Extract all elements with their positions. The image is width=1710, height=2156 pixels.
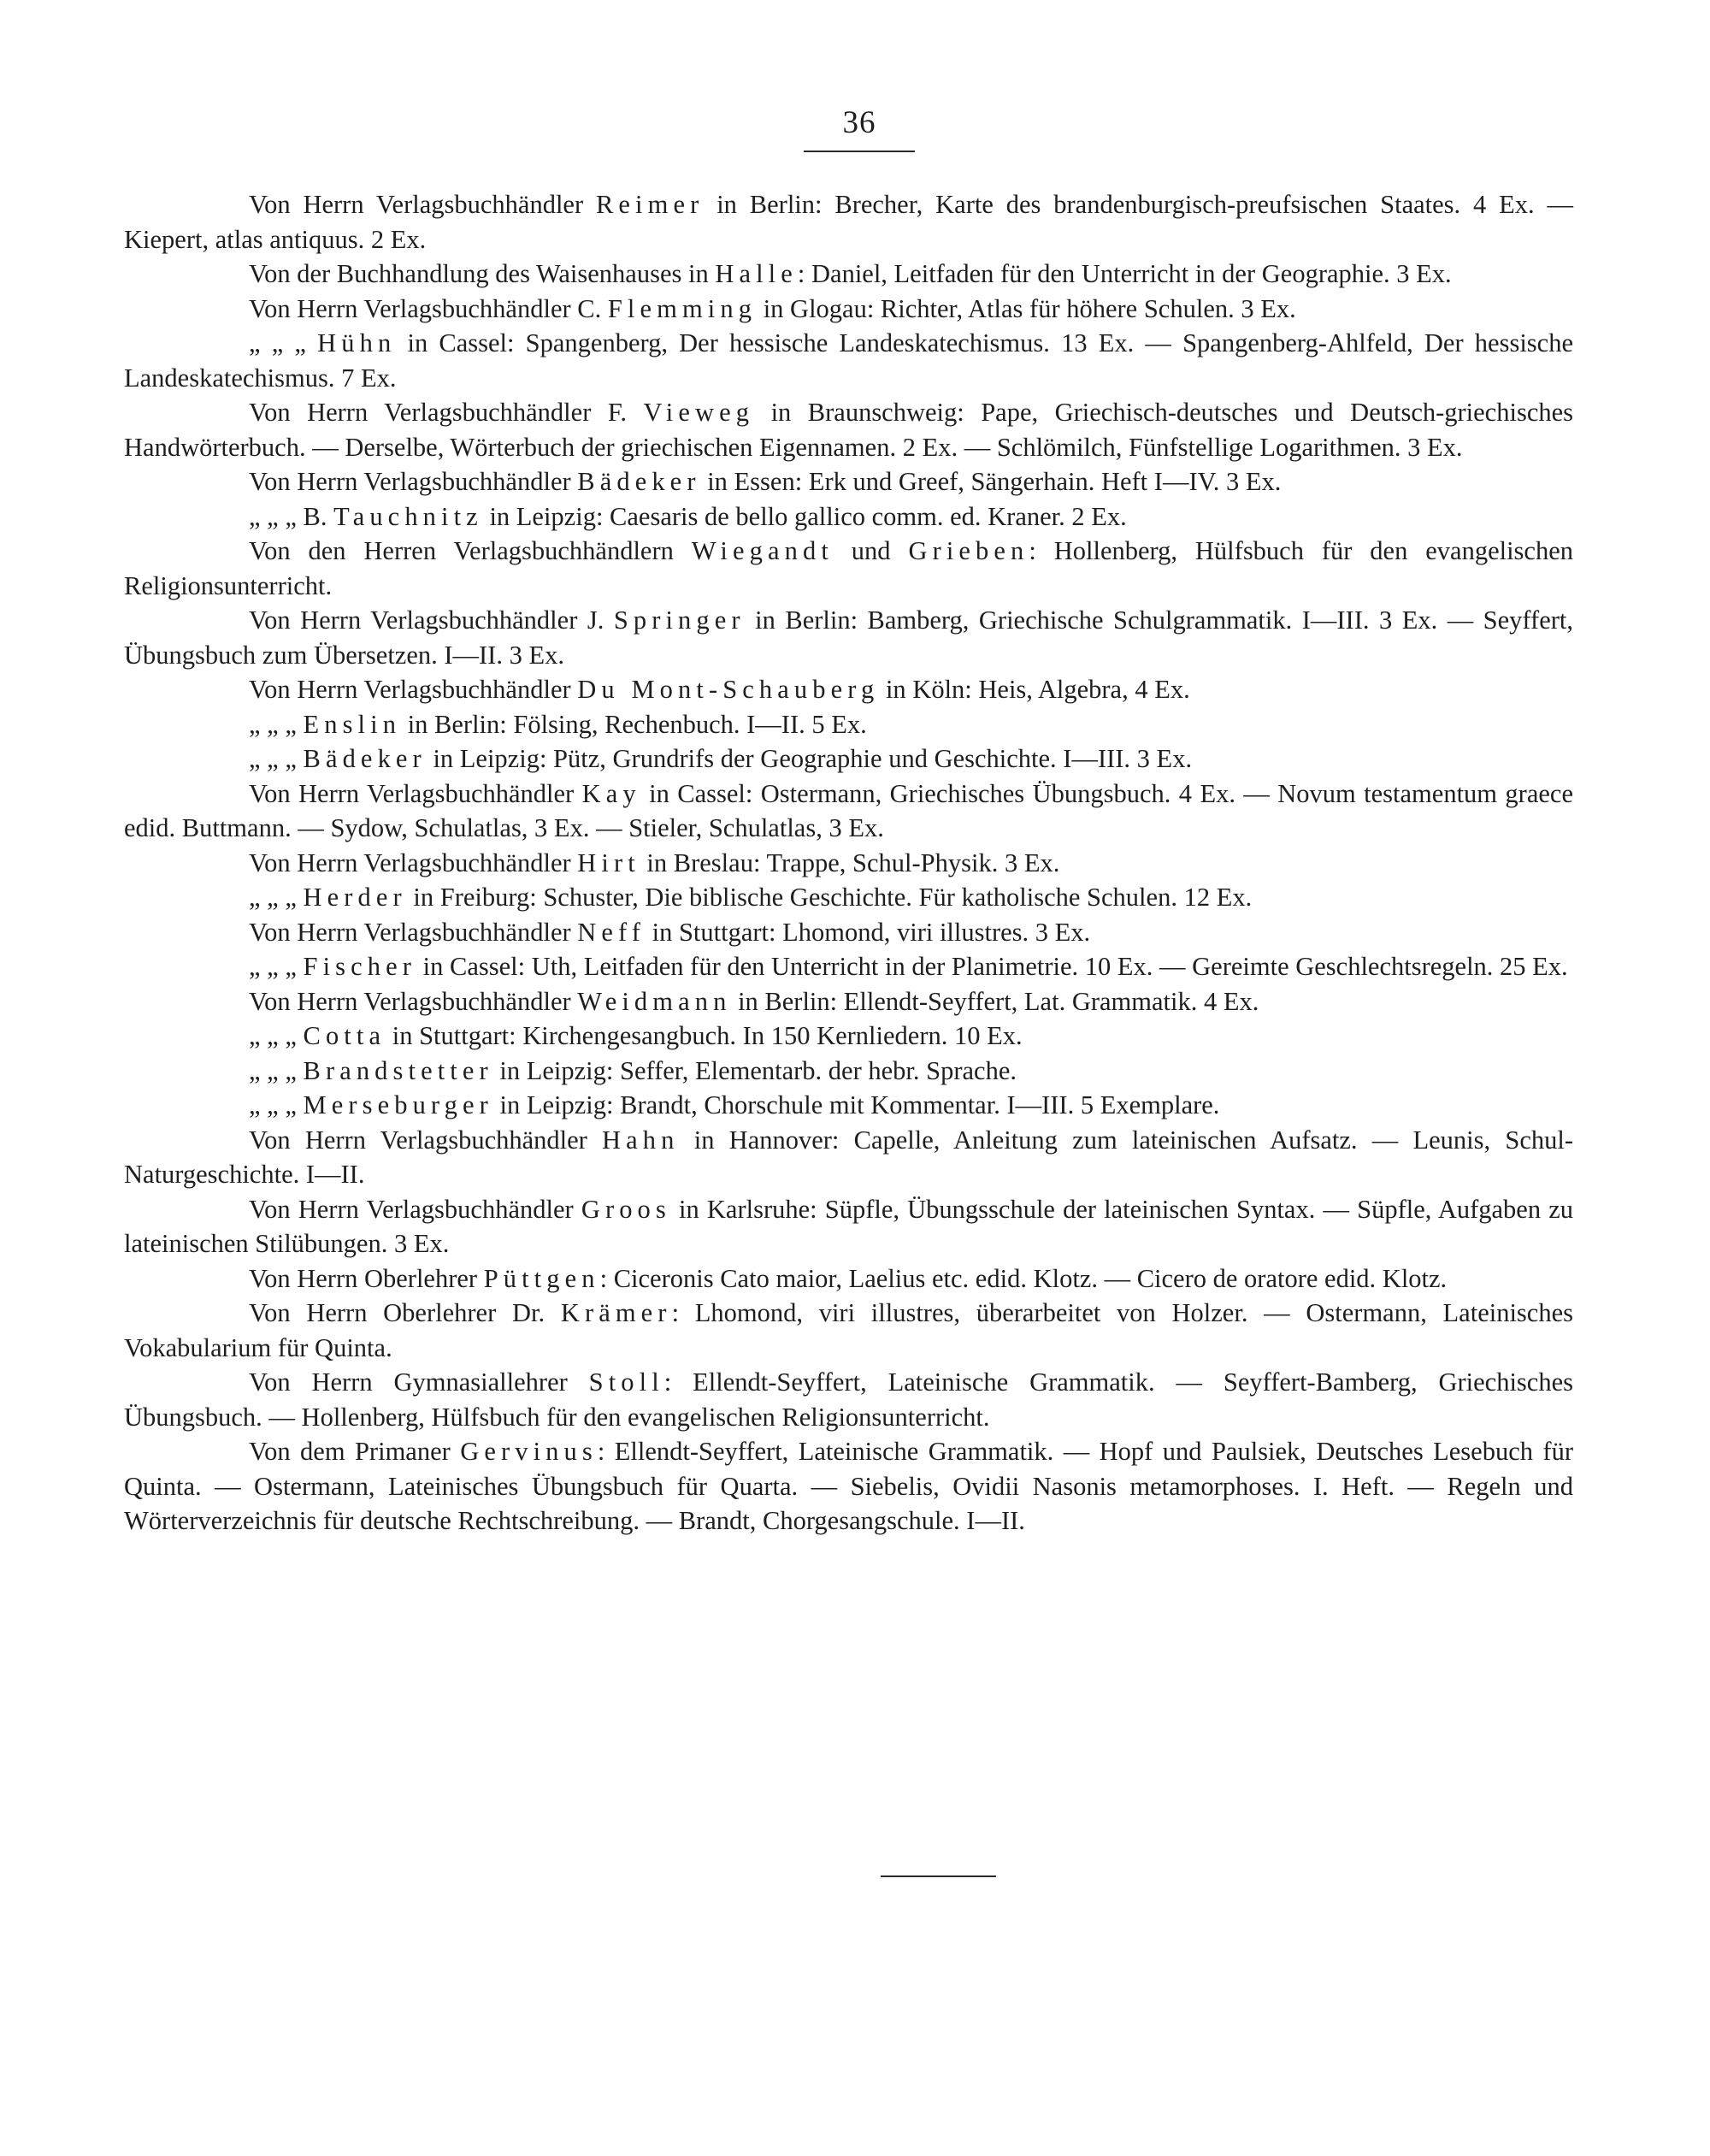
entry-gervinus: Von dem Primaner Gervinus: Ellendt-Seyffert, Lateinische Grammatik. — Hopf und Paulsiek, Deutsches Lesebuch für Quinta. — Ostermann, Lateinisches Übungsbuch für Quarta. — Siebelis, Ovidii Nasonis metamorphoses. I. Heft. — Regeln und Wörterverzeichnis für deutsche Rechtschreibung. — Brandt, Chorgesangschule. I—II.: [124, 1437, 1573, 1535]
entry-baedeker-leipzig: „ „ „ Bädeker in Leipzig: Pütz, Grundrifs der Geographie und Geschichte. I—III. 3 Ex.: [249, 744, 1193, 773]
entry-hahn: Von Herrn Verlagsbuchhändler Hahn in Hannover: Capelle, Anleitung zum lateinischen Aufsatz. — Leunis, Schul-Naturgeschichte. I—II.: [124, 1125, 1573, 1189]
entry-cotta: „ „ „ Cotta in Stuttgart: Kirchengesangbuch. In 150 Kernliedern. 10 Ex.: [249, 1021, 1023, 1050]
entry-kay: Von Herrn Verlagsbuchhändler Kay in Cassel: Ostermann, Griechisches Übungsbuch. 4 Ex. — Novum testamentum graece edid. Buttmann. — Sydow, Schulatlas, 3 Ex. — Stieler, Schulatlas, 3 Ex.: [124, 778, 1573, 842]
donations-list: [124, 187, 1573, 1539]
publisher-name: Brandstetter: [303, 1055, 493, 1085]
publisher-name: Wiegandt: [691, 536, 834, 565]
publisher-name: Flemming: [607, 293, 758, 323]
entry-kraemer: Von Herrn Oberlehrer Dr. Krämer: Lhomond, viri illustres, überarbeitet von Holzer. — Ostermann, Lateinisches Vokabularium für Quinta.: [124, 1298, 1573, 1362]
publisher-name: Bädeker: [577, 467, 701, 496]
entry-groos: Von Herrn Verlagsbuchhändler Groos in Karlsruhe: Süpfle, Übungsschule der lateinischen Syntax. — Süpfle, Aufgaben zu lateinischen Stilübungen. 3 Ex.: [124, 1194, 1573, 1258]
entry-reimer: Von Herrn Verlagsbuchhändler Reimer in Berlin: Brecher, Karte des brandenburgisch-preufsischen Staates. 4 Ex. — Kiepert, atlas antiquus. 2 Ex.: [124, 190, 1573, 254]
entry-fischer: „ „ „ Fischer in Cassel: Uth, Leitfaden für den Unterricht in der Planimetrie. 10 Ex. — Gereimte Geschlechtsregeln. 25 Ex.: [249, 952, 1568, 981]
entry-tauchnitz: „ „ „ B. Tauchnitz in Leipzig: Caesaris de bello gallico comm. ed. Kraner. 2 Ex.: [249, 501, 1127, 531]
entry-herder: „ „ „ Herder in Freiburg: Schuster, Die biblische Geschichte. Für katholische Schulen. 12 Ex.: [249, 883, 1253, 912]
publisher-name: Springer: [613, 605, 746, 635]
entry-brandstetter: „ „ „ Brandstetter in Leipzig: Seffer, Elementarb. der hebr. Sprache.: [249, 1055, 1017, 1085]
entry-vieweg: Von Herrn Verlagsbuchhändler F. Vieweg in Braunschweig: Pape, Griechisch-deutsches und Deutsch-griechisches Handwörterbuch. — Derselbe, Wörterbuch der griechischen Eigennamen. 2 Ex. — Schlömilch, Fünfstellige Logarithmen. 3 Ex.: [124, 398, 1574, 462]
entry-merseburger: „ „ „ Merseburger in Leipzig: Brandt, Chorschule mit Kommentar. I—III. 5 Exemplare.: [249, 1090, 1220, 1119]
publisher-name: Groos: [581, 1194, 671, 1224]
entry-huehn: „ „ „ Hühn in Cassel: Spangenberg, Der hessische Landeskatechismus. 13 Ex. — Spangenberg-Ahlfeld, Der hessische Landeskatechismus. 7 Ex.: [124, 328, 1573, 393]
entry-hirt: Von Herrn Verlagsbuchhändler Hirt in Breslau: Trappe, Schul-Physik. 3 Ex.: [249, 848, 1060, 877]
publisher-name: Kay: [581, 778, 641, 808]
publisher-name: Enslin: [303, 709, 402, 739]
page-number: 36: [842, 105, 876, 140]
entry-weidmann: Von Herrn Verlagsbuchhändler Weidmann in Berlin: Ellendt-Seyffert, Lat. Grammatik. 4 Ex.: [249, 986, 1259, 1016]
publisher-name: Weidmann: [577, 986, 732, 1016]
publisher-name: Du Mont-Schauberg: [577, 675, 880, 704]
entry-puettgen: Von Herrn Oberlehrer Püttgen: Ciceronis Cato maior, Laelius etc. edid. Klotz. — Cicero de oratore edid. Klotz.: [249, 1263, 1448, 1293]
publisher-name: Vieweg: [643, 398, 755, 427]
publisher-name: Merseburger: [303, 1090, 493, 1119]
publisher-name: Hahn: [602, 1125, 680, 1155]
entry-flemming: Von Herrn Verlagsbuchhändler C. Flemming in Glogau: Richter, Atlas für höhere Schulen. 3 Ex.: [249, 293, 1296, 323]
donor-name: Gervinus: [460, 1437, 598, 1466]
publisher-name: Tauchnitz: [333, 501, 483, 531]
entry-dumont-schauberg: Von Herrn Verlagsbuchhändler Du Mont-Schauberg in Köln: Heis, Algebra, 4 Ex.: [249, 675, 1190, 704]
publisher-name: Halle: [715, 259, 798, 288]
page-number-rule: [804, 151, 915, 152]
entry-stoll: Von Herrn Gymnasiallehrer Stoll: Ellendt-Seyffert, Lateinische Grammatik. — Seyffert-Bamberg, Griechisches Übungsbuch. — Hollenberg, Hülfsbuch für den evangelischen Religionsunterricht.: [124, 1367, 1573, 1432]
publisher-name: Neff: [577, 917, 646, 947]
entry-waisenhaus-halle: Von der Buchhandlung des Waisenhauses in Halle: Daniel, Leitfaden für den Unterricht in der Geographie. 3 Ex.: [249, 259, 1452, 288]
publisher-name: Cotta: [303, 1021, 386, 1050]
entry-baedeker-essen: Von Herrn Verlagsbuchhändler Bädeker in Essen: Erk und Greef, Sängerhain. Heft I—IV. 3 Ex.: [249, 467, 1282, 496]
entry-enslin: „ „ „ Enslin in Berlin: Fölsing, Rechenbuch. I—II. 5 Ex.: [249, 709, 867, 739]
donor-name: Krämer: [560, 1298, 672, 1327]
entry-neff: Von Herrn Verlagsbuchhändler Neff in Stuttgart: Lhomond, viri illustres. 3 Ex.: [249, 917, 1091, 947]
publisher-name: Hühn: [317, 328, 397, 357]
donor-name: Püttgen: [483, 1263, 600, 1293]
publisher-name: Bädeker: [303, 744, 427, 773]
section-end-rule: [881, 1875, 996, 1877]
publisher-name: Grieben: [908, 536, 1029, 565]
entry-wiegandt-grieben: Von den Herren Verlagsbuchhändlern Wiegandt und Grieben: Hollenberg, Hülfsbuch für den evangelischen Religionsunterricht.: [124, 536, 1573, 600]
publisher-name: Reimer: [595, 190, 705, 219]
publisher-name: Hirt: [577, 848, 640, 877]
donor-name: Stoll: [588, 1367, 664, 1397]
publisher-name: Fischer: [303, 952, 416, 981]
entry-springer: Von Herrn Verlagsbuchhändler J. Springer in Berlin: Bamberg, Griechische Schulgrammatik. I—III. 3 Ex. — Seyffert, Übungsbuch zum Übersetzen. I—II. 3 Ex.: [124, 605, 1573, 670]
publisher-name: Herder: [303, 883, 407, 912]
